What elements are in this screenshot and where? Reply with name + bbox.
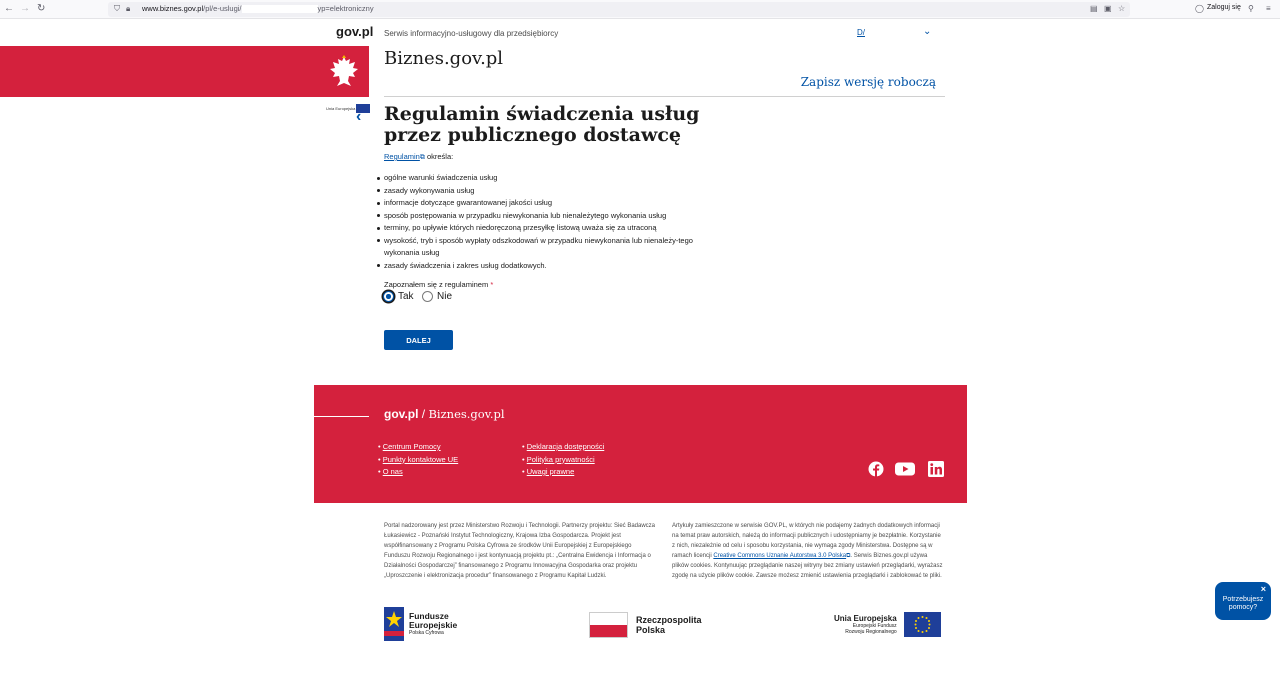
- back-icon[interactable]: ←: [4, 3, 14, 14]
- footer-link-item: [378, 454, 458, 467]
- close-icon[interactable]: ×: [1260, 584, 1266, 594]
- question-label: Zapoznałem się z regulaminem: [384, 280, 489, 289]
- external-link-icon: ⧉: [846, 553, 851, 559]
- footer-link-item: [522, 454, 604, 467]
- list-item: wysokość, tryb i sposób wypłaty odszkodowań w przypadku niewykonania lub nienależy-tego wykonania usług: [376, 235, 716, 260]
- legal-right-part2: . Serwis Biznes.gov.pl używa plików cookies. Kontynuując przeglądanie naszej witryny bez zmiany ustawień przeglądarki, wyrażasz zgodę na użycie plików cookie. Zawsze możesz zmienić ustawienia przeglądarki i zablokować te pliki.: [672, 553, 943, 579]
- list-item: sposób postępowania w przypadku niewykonania lub nienależytego wykonania usług: [376, 210, 716, 223]
- rp-title-1: Rzeczpospolita: [636, 615, 702, 625]
- required-mark: *: [490, 280, 494, 289]
- help-chat-button[interactable]: [1215, 582, 1271, 620]
- rzeczpospolita-polska-logo: [589, 612, 702, 638]
- polish-flag-icon: [589, 612, 628, 638]
- footer-links-col2: [522, 441, 604, 479]
- external-link-icon: ⧉: [419, 154, 425, 161]
- footer-link-item: [522, 441, 604, 454]
- eu-contact-points-link[interactable]: Punkty kontaktowe UE: [382, 454, 459, 464]
- ue-title: Unia Europejska: [834, 614, 897, 623]
- polish-eagle-emblem: [328, 55, 360, 89]
- url-text[interactable]: www.biznes.gov.pl/pl/e-uslugi/ yp=elektroniczny: [142, 4, 374, 13]
- radio-yes-circle[interactable]: [383, 291, 394, 302]
- red-band: [0, 46, 369, 97]
- footer-brand: [384, 407, 505, 421]
- reload-icon[interactable]: ↻: [37, 3, 46, 14]
- language-selector[interactable]: D/: [857, 28, 865, 37]
- footer-link-item: [378, 466, 458, 479]
- cc-license-link[interactable]: Creative Commons Uznanie Autorstwa 3.0 Polska: [713, 553, 847, 559]
- about-us-link[interactable]: O nas: [382, 467, 403, 476]
- rp-title-2: Polska: [636, 625, 666, 635]
- radio-no-label[interactable]: Nie: [437, 291, 453, 302]
- bookmark-star-icon[interactable]: ☆: [1118, 4, 1126, 13]
- divider: [384, 96, 945, 97]
- legal-notes-link[interactable]: Uwagi prawne: [526, 467, 575, 476]
- accessibility-link[interactable]: Deklaracja dostępności: [526, 442, 605, 451]
- list-item: ogólne warunki świadczenia usług: [376, 172, 716, 185]
- reader-view-icon[interactable]: ▤: [1090, 4, 1098, 13]
- fe-star-icon: [384, 607, 404, 641]
- login-link[interactable]: Zaloguj się: [1207, 4, 1241, 11]
- footer-link-item: [522, 466, 604, 479]
- footer-brand-sep: /: [418, 407, 429, 421]
- facebook-icon[interactable]: [868, 461, 884, 477]
- unia-europejska-logo: [834, 612, 941, 637]
- page-title: Regulamin świadczenia usług przez publicznego dostawcę: [384, 103, 700, 146]
- youtube-icon[interactable]: [895, 461, 915, 477]
- help-center-link[interactable]: Centrum Pomocy: [382, 442, 441, 451]
- radio-no-circle[interactable]: [422, 291, 433, 302]
- footer-line: [314, 416, 369, 417]
- fe-title-2: Europejskie: [409, 620, 458, 630]
- eu-mini-logo: [326, 104, 370, 124]
- lock-icon[interactable]: 🔒︎: [126, 4, 131, 13]
- legal-text-right: [672, 521, 944, 581]
- footer-link-item: [378, 441, 458, 454]
- help-line-2[interactable]: pomocy?: [1228, 604, 1258, 611]
- footer-links-col1: [378, 441, 458, 479]
- browser-toolbar: [0, 0, 1280, 19]
- intro-suffix: określa:: [424, 152, 454, 161]
- account-icon[interactable]: ◯: [1195, 4, 1204, 13]
- eu-flag-icon: [904, 612, 941, 637]
- picture-icon[interactable]: ▣: [1104, 4, 1112, 13]
- radio-yes[interactable]: [383, 291, 414, 302]
- eu-mini-label: Unia Europejska: [326, 106, 356, 111]
- fe-subtitle: Polska Cyfrowa: [409, 630, 444, 636]
- chevron-down-icon[interactable]: ⌄: [923, 26, 932, 37]
- list-item: zasady wykonywania usług: [376, 185, 716, 198]
- regulations-list: [376, 172, 716, 272]
- site-title[interactable]: Biznes.gov.pl: [384, 48, 504, 69]
- save-draft-link[interactable]: Zapisz wersję roboczą: [800, 75, 936, 89]
- list-item: terminy, po upływie których niedoręczoną przesyłkę listową uważa się za utraconą: [376, 222, 716, 235]
- shield-icon[interactable]: ⛉: [114, 4, 120, 13]
- intro-text: [384, 152, 453, 162]
- back-arrow-icon[interactable]: ‹: [356, 108, 362, 125]
- footer-gov-logo[interactable]: gov.pl: [384, 407, 419, 421]
- linkedin-icon[interactable]: [928, 461, 944, 477]
- next-button[interactable]: DALEJ: [384, 330, 453, 350]
- help-line-1[interactable]: Potrzebujesz: [1222, 596, 1264, 603]
- fundusze-europejskie-logo: [384, 607, 457, 641]
- fe-title-1: Fundusze: [409, 611, 449, 621]
- acceptance-question: [384, 280, 493, 289]
- forward-icon[interactable]: →: [20, 3, 30, 14]
- regulations-link[interactable]: Regulamin: [384, 152, 420, 161]
- ue-subtitle-1: Europejski Fundusz: [852, 623, 897, 629]
- radio-no[interactable]: [422, 291, 452, 302]
- menu-icon[interactable]: ≡: [1266, 4, 1271, 13]
- privacy-policy-link[interactable]: Polityka prywatności: [526, 454, 595, 464]
- list-item: informacje dotyczące gwarantowanej jakości usług: [376, 197, 716, 210]
- list-item: zasady świadczenia i zakres usług dodatkowych.: [376, 260, 716, 273]
- ue-subtitle-2: Rozwoju Regionalnego: [845, 629, 897, 635]
- legal-right-part1: Artykuły zamieszczone w serwisie GOV.PL, w których nie podajemy żadnych dodatkowych informacji na temat praw autorskich, należą do informacji publicznych i udostępniamy je bezpłatnie. Korzystanie z nich, niezależnie od celu i sposobu korzystania, nie wymaga zgody Ministerstwa. Dostępne są w ramach licencji: [672, 523, 941, 559]
- address-bar[interactable]: [108, 2, 1130, 17]
- footer: [314, 385, 967, 503]
- footer-site-logo[interactable]: Biznes.gov.pl: [428, 407, 505, 421]
- legal-text-left: Portal nadzorowany jest przez Ministerstwo Rozwoju i Technologii. Partnerzy projektu: Sieć Badawcza Łukasiewicz - Poznański Instytut Technologiczny, Krajowa Izba Gospodarcza. Projekt jest współfinansowany z Programu Polska Cyfrowa ze środków Unii Europejskiej z Europejskiego Funduszu Rozwoju Regionalnego i jest kontynuacją projektu pt.: „Centralna Ewidencja i Informacja o Działalności Gospodarczej” finansowanego z Programu Innowacyjna Gospodarka oraz projektu „Uproszczenie i elektronizacja procedur” finansowanego z Programu Kapitał Ludzki.: [384, 523, 656, 579]
- gov-pl-logo[interactable]: gov.pl: [336, 24, 374, 39]
- radio-yes-label[interactable]: Tak: [398, 291, 414, 302]
- extensions-icon[interactable]: ⚲: [1248, 4, 1254, 13]
- service-description: Serwis informacyjno-usługowy dla przedsiębiorcy: [384, 29, 559, 38]
